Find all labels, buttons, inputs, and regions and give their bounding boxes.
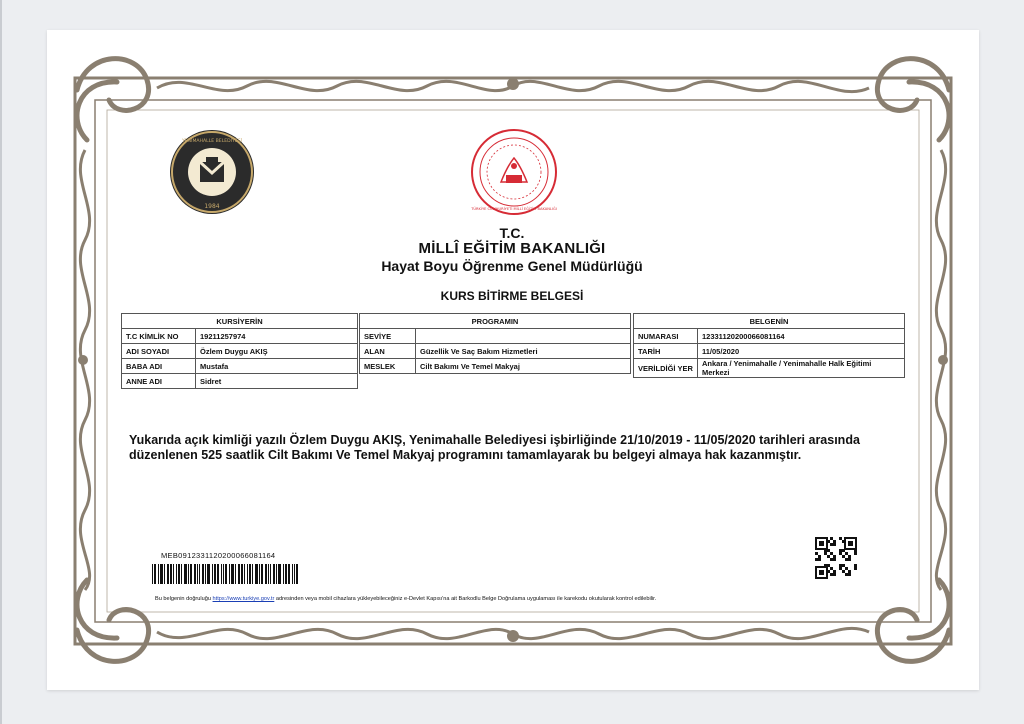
qr-cell xyxy=(848,558,851,561)
qr-cell xyxy=(830,537,833,540)
barcode-bar xyxy=(197,564,198,584)
barcode-bar xyxy=(176,564,177,584)
barcode-bar xyxy=(268,564,269,584)
qr-cell xyxy=(833,558,836,561)
verification-suffix: adresinden veya mobil cihazlara yükleyebileceğiniz e-Devlet Kapısı'na ait Barkodlu Belge Doğrulama uygulaması ile karekodu okutularak kontrol edilebilir. xyxy=(275,596,657,602)
barcode-bar xyxy=(249,564,251,584)
certificate-info-table xyxy=(633,313,905,378)
qr-cell xyxy=(854,567,857,570)
barcode-bar xyxy=(273,564,275,584)
value-place: Ankara / Yenimahalle / Yenimahalle Halk Eğitimi Merkezi xyxy=(698,359,905,378)
label-field: ALAN xyxy=(360,344,416,359)
barcode-bar xyxy=(214,564,216,584)
barcode-bar xyxy=(229,564,230,584)
qr-cell xyxy=(839,537,842,540)
qr-cell xyxy=(830,567,833,570)
barcode-bar xyxy=(231,564,234,584)
barcode-bar xyxy=(154,564,156,584)
barcode-bar xyxy=(252,564,253,584)
qr-cell xyxy=(842,555,845,558)
label-mother: ANNE ADI xyxy=(122,374,196,389)
certificate-statement: Yukarıda açık kimliği yazılı Özlem Duygu AKIŞ, Yenimahalle Belediyesi işbirliğinde 21/10/2019 - 11/05/2020 tarihleri arasında düzenlenen 525 saatlik Cilt Bakımı Ve Temel Makyaj programını tamamlayarak bu belgeyi almaya hak kazanmıştır. xyxy=(129,433,860,462)
barcode-bar xyxy=(164,564,165,584)
barcode-bar xyxy=(288,564,290,584)
value-level xyxy=(416,329,631,344)
label-id: T.C KİMLİK NO xyxy=(122,329,196,344)
qr-cell xyxy=(854,564,857,567)
window-edge xyxy=(0,0,2,724)
qr-cell xyxy=(830,573,833,576)
barcode-bar xyxy=(285,564,287,584)
value-field: Güzellik Ve Saç Bakım Hizmetleri xyxy=(416,344,631,359)
verification-link[interactable]: https://www.turkiye.gov.tr xyxy=(212,596,275,602)
qr-cell xyxy=(815,558,818,561)
qr-cell xyxy=(833,570,836,573)
barcode-bar xyxy=(207,564,210,584)
barcode-bar xyxy=(199,564,200,584)
barcode-number: MEB0912331120200066081164 xyxy=(161,551,276,560)
header-directorate: Hayat Boyu Öğrenme Genel Müdürlüğü xyxy=(381,258,643,274)
qr-cell xyxy=(854,552,857,555)
ministry-seal-label: TÜRKİYE CUMHURİYETİ MİLLÎ EĞİTİM BAKANLIĞI xyxy=(471,207,557,211)
barcode-bar xyxy=(223,564,224,584)
barcode-bar xyxy=(190,564,192,584)
qr-cell xyxy=(830,543,833,546)
barcode-bar xyxy=(278,564,281,584)
value-profession: Cilt Bakımı Ve Temel Makyaj xyxy=(416,359,631,374)
barcode-bar xyxy=(238,564,240,584)
qr-cell xyxy=(833,555,836,558)
value-father: Mustafa xyxy=(196,359,358,374)
qr-cell xyxy=(848,555,851,558)
program-table xyxy=(359,313,631,374)
barcode-bar xyxy=(244,564,245,584)
document-title: KURS BİTİRME BELGESİ xyxy=(440,289,584,303)
label-level: SEVİYE xyxy=(360,329,416,344)
qr-cell xyxy=(845,552,848,555)
barcode-bar xyxy=(235,564,236,584)
trainee-heading: KURSİYERİN xyxy=(122,314,358,329)
barcode-bar xyxy=(188,564,189,584)
program-heading: PROGRAMIN xyxy=(360,314,631,329)
certificate-heading: BELGENİN xyxy=(634,314,905,329)
qr-cell xyxy=(845,573,848,576)
qr-cell xyxy=(842,570,845,573)
barcode-bar xyxy=(255,564,258,584)
qr-cell xyxy=(839,552,842,555)
qr-cell xyxy=(848,573,851,576)
municipality-seal-label: YENİMAHALLE BELEDİYESİ xyxy=(181,139,243,144)
qr-cell xyxy=(845,567,848,570)
value-date: 11/05/2020 xyxy=(698,344,905,359)
header-tc: T.C. xyxy=(499,225,525,241)
barcode-bar xyxy=(276,564,277,584)
barcode-bar xyxy=(225,564,227,584)
barcode-icon xyxy=(152,564,302,584)
qr-cell xyxy=(839,567,842,570)
barcode-bar xyxy=(170,564,172,584)
barcode-bar xyxy=(181,564,182,584)
barcode-bar xyxy=(292,564,293,584)
barcode-bar xyxy=(221,564,222,584)
value-name: Özlem Duygu AKIŞ xyxy=(196,344,358,359)
barcode-bar xyxy=(194,564,196,584)
qr-cell xyxy=(824,552,827,555)
header-ministry: MİLLÎ EĞİTİM BAKANLIĞI xyxy=(418,240,606,257)
value-number: 12331120200066081164 xyxy=(698,329,905,344)
barcode-bar xyxy=(247,564,248,584)
qr-cell xyxy=(839,549,842,552)
barcode-bar xyxy=(158,564,159,584)
barcode-bar xyxy=(178,564,180,584)
qr-cell xyxy=(845,558,848,561)
qr-cell xyxy=(818,558,821,561)
qr-cell xyxy=(830,558,833,561)
verification-prefix: Bu belgenin doğruluğu xyxy=(155,596,211,602)
qr-code-icon[interactable] xyxy=(815,537,857,579)
barcode-bar xyxy=(184,564,187,584)
qr-cell xyxy=(827,555,830,558)
barcode-bar xyxy=(265,564,267,584)
barcode-bar xyxy=(283,564,284,584)
barcode-bar xyxy=(259,564,260,584)
municipality-seal-icon xyxy=(169,129,255,215)
barcode-bar xyxy=(294,564,295,584)
barcode-bar xyxy=(205,564,206,584)
qr-cell xyxy=(833,540,836,543)
municipality-year: 1984 xyxy=(204,203,220,210)
value-id: 19211257974 xyxy=(196,329,358,344)
value-mother: Sidret xyxy=(196,374,358,389)
barcode-bar xyxy=(217,564,219,584)
verification-note xyxy=(155,596,875,602)
qr-cell xyxy=(848,570,851,573)
barcode-bar xyxy=(167,564,169,584)
barcode-bar xyxy=(261,564,263,584)
trainee-table xyxy=(121,313,358,389)
label-date: TARİH xyxy=(634,344,698,359)
qr-cell xyxy=(830,552,833,555)
label-place: VERİLDİĞİ YER xyxy=(634,359,698,378)
barcode-bar xyxy=(152,564,153,584)
qr-cell xyxy=(839,564,842,567)
ministry-seal-icon xyxy=(469,128,559,216)
barcode-bar xyxy=(241,564,243,584)
label-profession: MESLEK xyxy=(360,359,416,374)
qr-cell xyxy=(833,573,836,576)
barcode-bar xyxy=(270,564,271,584)
qr-cell xyxy=(833,543,836,546)
barcode-bar xyxy=(202,564,204,584)
barcode-bar xyxy=(173,564,174,584)
qr-cell xyxy=(815,552,818,555)
barcode-bar xyxy=(160,564,163,584)
barcode-bar xyxy=(212,564,213,584)
label-number: NUMARASI xyxy=(634,329,698,344)
qr-cell xyxy=(818,555,821,558)
barcode-bar xyxy=(296,564,298,584)
qr-cell xyxy=(842,564,845,567)
label-father: BABA ADI xyxy=(122,359,196,374)
label-name: ADI SOYADI xyxy=(122,344,196,359)
